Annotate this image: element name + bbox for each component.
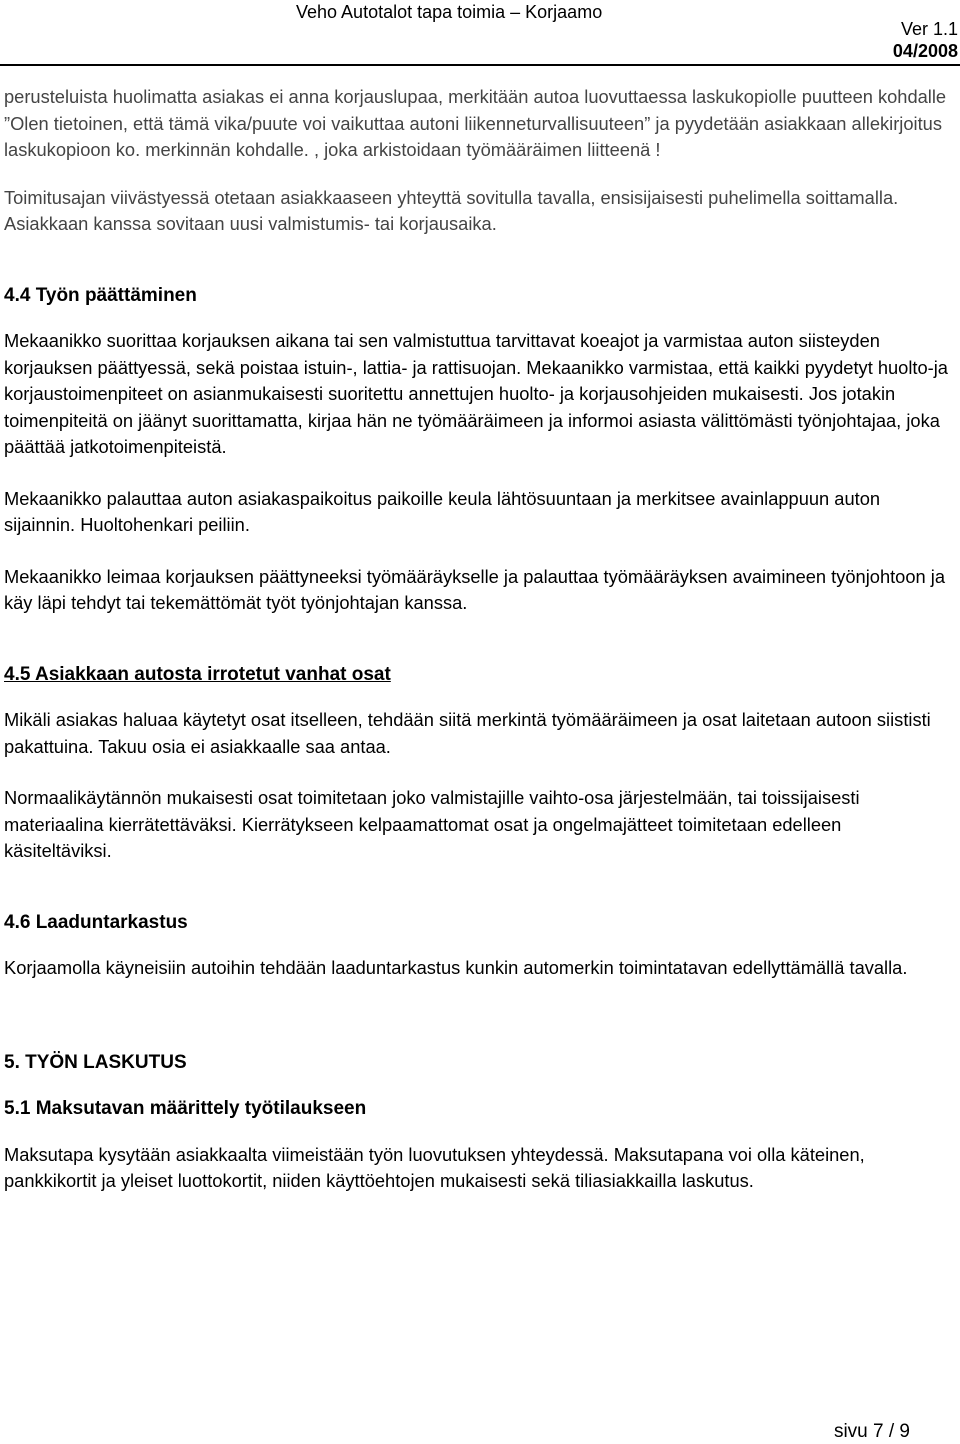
section-heading-5-1: 5.1 Maksutavan määrittely työtilaukseen	[4, 1098, 367, 1119]
paragraph-work-completion: Mekaanikko suorittaa korjauksen aikana tai sen valmistuttua tarvittavat koeajot ja varmistaa auton siisteyden korjauksen päättyessä, sekä poistaa istuin-, lattia- ja rattisuojan. Mekaanikko varmistaa, että kaikki pyydetyt huolto-ja korjaustoimenpiteet on asianmukaisesti suoritettu annettujen huolto- ja korjausohjeiden mukaisesti. Jos jotakin toimenpiteitä on jäänyt suorittamatta, kirjaa hän ne työmääräimeen ja informoi asiasta välittömästi työnjohtajaa, joka päättää jatkotoimenpiteistä.	[4, 330, 948, 457]
document-body	[4, 84, 954, 1195]
section-heading-4-4: 4.4 Työn päättäminen	[4, 284, 197, 306]
paragraph-delivery-delay: Toimitusajan viivästyessä otetaan asiakkaaseen yhteyttä sovitulla tavalla, ensisijaisesti puhelimella soittamalla. Asiakkaan kanssa sovitaan uusi valmistumis- tai korjausaika.	[4, 186, 899, 234]
header-divider	[0, 64, 960, 66]
page-number: sivu 7 / 9	[833, 1421, 910, 1442]
section-heading-4-5: 4.5 Asiakkaan autosta irrotetut vanhat osat	[4, 663, 391, 685]
paragraph-payment-method: Maksutapa kysytään asiakkaalta viimeistään työn luovutuksen yhteydessä. Maksutapana voi olla käteinen, pankkikortit ja yleiset luottokortit, niiden käyttöehtojen mukaisesti sekä tiliasiakkailla laskutus.	[4, 1143, 865, 1191]
paragraph-used-parts: Mikäli asiakas haluaa käytetyt osat itselleen, tehdään siitä merkintä työmääräimeen ja osat laitetaan autoon siististi pakattuina. Takuu osia ei asiakkaalle saa antaa.	[4, 709, 931, 757]
document-header-title: Veho Autotalot tapa toimia – Korjaamo	[296, 2, 603, 22]
paragraph-work-order-stamp: Mekaanikko leimaa korjauksen päättyneeksi työmääräykselle ja palauttaa työmääräyksen avaimineen työnjohtoon ja käy läpi tehdyt tai tekemättömät työt työnjohtajan kanssa.	[4, 565, 945, 613]
section-heading-4-6: 4.6 Laaduntarkastus	[4, 911, 188, 933]
paragraph-car-return: Mekaanikko palauttaa auton asiakaspaikoitus paikoille keula lähtösuuntaan ja merkitsee avainlappuun auton sijainnin. Huoltohenkari peiliin.	[4, 487, 881, 535]
document-date: 04/2008	[892, 41, 958, 61]
document-version: Ver 1.1	[900, 19, 958, 39]
paragraph-signature-note: perusteluista huolimatta asiakas ei anna korjauslupaa, merkitään autoa luovuttaessa laskukopiolle puutteen kohdalle ”Olen tietoinen, että tämä vika/puute voi vaikuttaa autoni liikenneturvallisuuteen” ja pyydetään asiakkaan allekirjoitus laskukopioon ko. merkinnän kohdalle. , joka arkistoidaan työmääräimen liitteenä !	[4, 86, 947, 160]
chapter-heading-5: 5. TYÖN LASKUTUS	[4, 1051, 187, 1073]
paragraph-quality-check: Korjaamolla käyneisiin autoihin tehdään laaduntarkastus kunkin automerkin toimintatavan edellyttämällä tavalla.	[4, 957, 908, 978]
paragraph-parts-recycling: Normaalikäytännön mukaisesti osat toimitetaan joko valmistajille vaihto-osa järjestelmään, tai toissijaisesti materiaalina kierrätettäväksi. Kierrätykseen kelpaamattomat osat ja ongelmajätteet toimitetaan edelleen käsiteltäviksi.	[4, 787, 860, 861]
